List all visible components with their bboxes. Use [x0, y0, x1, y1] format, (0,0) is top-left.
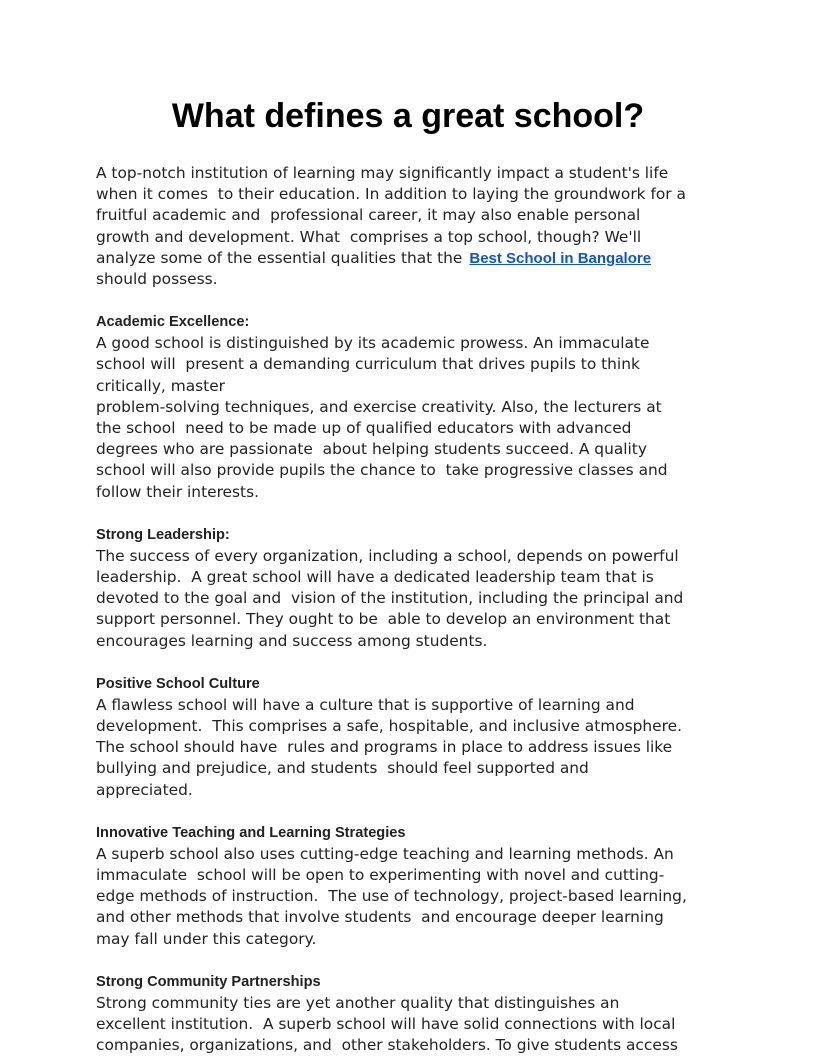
- section-academic-excellence: [96, 312, 720, 503]
- section-heading: Innovative Teaching and Learning Strategies: [96, 824, 406, 841]
- intro-line: growth and development. What comprises a top school, though? We'll: [96, 227, 642, 246]
- section-community-partnerships: [96, 972, 720, 1057]
- section-positive-school-culture: [96, 674, 720, 801]
- section-strong-leadership: [96, 525, 720, 652]
- page-title: What defines a great school?: [171, 97, 645, 135]
- intro-line: when it comes to their education. In addition to laying the groundwork for a: [96, 185, 686, 204]
- intro-line-with-link: [96, 248, 720, 269]
- section-body: Strong community ties are yet another quality that distinguishes an excellent institution. A superb school will have solid connections with local companies, organizations, and other stakeholders. To give students access: [96, 993, 678, 1055]
- section-innovative-teaching: [96, 823, 720, 950]
- section-body: A superb school also uses cutting-edge teaching and learning methods. An immaculate school will be open to experimenting with novel and cutting- edge methods of instruction. The use of technology, project-based learning, and other methods that involve students and encourage deeper learning may fall under this category.: [96, 844, 687, 948]
- section-body: The success of every organization, including a school, depends on powerful leadership. A great school will have a dedicated leadership team that is devoted to the goal and vision of the institution, including the principal and support personnel. They ought to be able to develop an environment that encourages learning and success among students.: [96, 546, 684, 650]
- section-body: A good school is distinguished by its academic prowess. An immaculate school will present a demanding curriculum that drives pupils to think critically, master problem-solving techniques, and exercise creativity. Also, the lecturers at the school need to be made up of qualified educators with advanced degrees who are passionate about helping students succeed. A quality school will also provide pupils the chance to take progressive classes and follow their interests.: [96, 334, 668, 501]
- best-school-link[interactable]: Best School in Bangalore: [469, 249, 652, 267]
- section-heading: Strong Leadership:: [96, 526, 230, 543]
- intro-line: A top-notch institution of learning may significantly impact a student's life: [96, 164, 669, 182]
- intro-line: analyze some of the essential qualities that the: [96, 248, 463, 267]
- section-heading: Positive School Culture: [96, 675, 260, 692]
- intro-line: should possess.: [96, 270, 218, 289]
- document-page: [96, 96, 720, 1057]
- section-body: A flawless school will have a culture that is supportive of learning and development. This comprises a safe, hospitable, and inclusive atmosphere. The school should have rules and programs in place to address issues like bullying and prejudice, and students should feel supported and appreciated.: [96, 695, 683, 799]
- intro-paragraph: [96, 163, 720, 290]
- section-heading: Academic Excellence:: [96, 314, 250, 331]
- section-heading: Strong Community Partnerships: [96, 973, 321, 990]
- intro-line: fruitful academic and professional career, it may also enable personal: [96, 206, 641, 225]
